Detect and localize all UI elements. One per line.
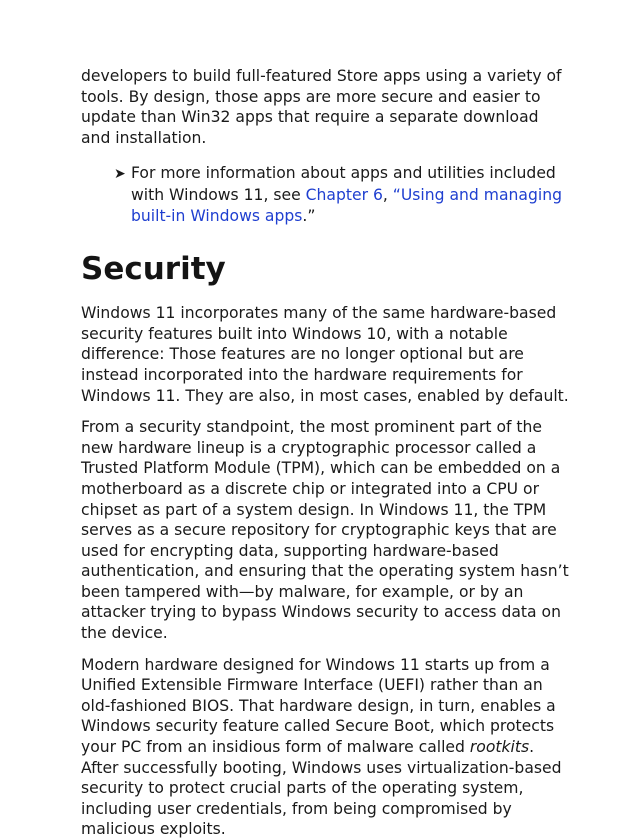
document-page bbox=[81, 66, 571, 840]
section-heading: Security bbox=[81, 251, 226, 288]
paragraph-3-text-end: . After successfully booting, Windows uses virtualization-based security to protect crucial parts of the operating system, including user credentials, from being compromised by malicious exploits. bbox=[81, 738, 562, 839]
paragraph-3-text-start: Modern hardware designed for Windows 11 starts up from a Unified Extensible Firmware Interface (UEFI) rather than an old-fashioned BIOS. That hardware design, in turn, enables a Windows security feature called Secure Boot, which protects your PC from an insidious form of malware called bbox=[81, 655, 556, 757]
chapter-title-link[interactable]: “Using and managing built-in Windows apps bbox=[131, 185, 562, 225]
note-prefix: For more information about apps and utilities included with Windows 11, see bbox=[131, 164, 556, 204]
rootkits-term: rootkits bbox=[469, 738, 530, 757]
note-suffix: .” bbox=[302, 206, 316, 225]
security-paragraph-2: From a security standpoint, the most prominent part of the new hardware lineup is a cryptographic processor called a Trusted Platform Module (TPM), which can be embedded on a motherboard as a discrete chip or integrated into a CPU or chipset as part of a system design. In Windows 11, the TPM serves as a secure repository for cryptographic keys that are used for encrypting data, supporting hardware-based authentication, and ensuring that the operating system hasn’t been tampered with—by malware, for example, or by an attacker trying to bypass Windows security to access data on the device. bbox=[81, 418, 569, 643]
chapter-link[interactable]: Chapter 6 bbox=[305, 185, 383, 204]
security-paragraph-3 bbox=[81, 655, 571, 840]
cross-reference-note bbox=[114, 163, 571, 226]
arrow-bullet-icon: ➤ bbox=[114, 166, 126, 183]
intro-paragraph: developers to build full-featured Store apps using a variety of tools. By design, those apps are more secure and easier to update than Win32 apps that require a separate download and installation. bbox=[81, 67, 562, 147]
note-separator: , bbox=[382, 185, 393, 204]
security-paragraph-1: Windows 11 incorporates many of the same hardware-based security features built into Windows 10, with a notable difference: Those features are no longer optional but are instead incorporated into the hardware requirements for Windows 11. They are also, in most cases, enabled by default. bbox=[81, 304, 569, 405]
